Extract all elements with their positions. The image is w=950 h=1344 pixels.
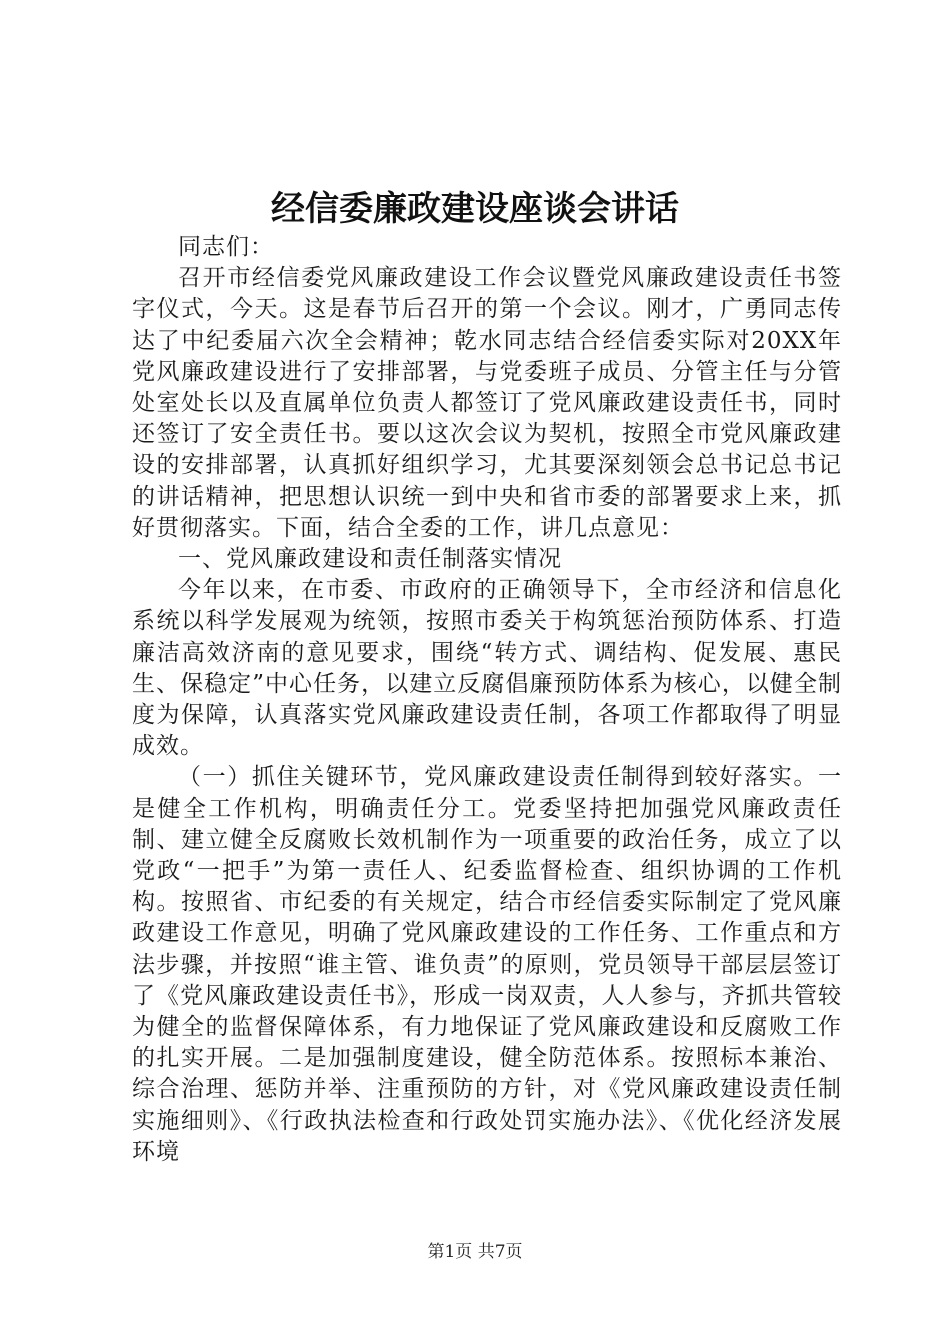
document-body [132, 232, 842, 1168]
section-paragraph: 今年以来，在市委、市政府的正确领导下，全市经济和信息化系统以科学发展观为统领，按照市委关于构筑惩治预防体系、打造廉洁高效济南的意见要求，围绕“转方式、调结构、促发展、惠民生、保稳定”中心任务，以建立反腐倡廉预防体系为核心，以健全制度为保障，认真落实党风廉政建设责任制，各项工作都取得了明显成效。 [132, 577, 842, 760]
document-title: 经信委廉政建设座谈会讲话 [271, 189, 679, 229]
salutation-paragraph: 同志们： [178, 234, 274, 260]
page-footer: 第1页 共7页 [427, 1242, 523, 1262]
subsection-paragraph: （一）抓住关键环节，党风廉政建设责任制得到较好落实。一是健全工作机构，明确责任分工。党委坚持把加强党风廉政责任制、建立健全反腐败长效机制作为一项重要的政治任务，成立了以党政“一把手”为第一责任人、纪委监督检查、组织协调的工作机构。按照省、市纪委的有关规定，结合市经信委实际制定了党风廉政建设工作意见，明确了党风廉政建设的工作任务、工作重点和方法步骤，并按照“谁主管、谁负责”的原则，党员领导干部层层签订了《党风廉政建设责任书》，形成一岗双责，人人参与，齐抓共管较为健全的监督保障体系，有力地保证了党风廉政建设和反腐败工作的扎实开展。二是加强制度建设，健全防范体系。按照标本兼治、综合治理、惩防并举、注重预防的方针，对《党风廉政建设责任制实施细则》、《行政执法检查和行政处罚实施办法》、《优化经济发展环境 [132, 764, 842, 1165]
section-heading: 一、党风廉政建设和责任制落实情况 [178, 546, 562, 573]
opening-paragraph: 召开市经信委党风廉政建设工作会议暨党风廉政建设责任书签字仪式，今天。这是春节后召开的第一个会议。刚才，广勇同志传达了中纪委届六次全会精神；乾水同志结合经信委实际对20XX年党风廉政建设进行了安排部署，与党委班子成员、分管主任与分管处室处长以及直属单位负责人都签订了党风廉政建设责任书，同时还签订了安全责任书。要以这次会议为契机，按照全市党风廉政建设的安排部署，认真抓好组织学习，尤其要深刻领会总书记总书记的讲话精神，把思想认识统一到中央和省市委的部署要求上来，抓好贯彻落实。下面，结合全委的工作，讲几点意见： [132, 265, 842, 541]
